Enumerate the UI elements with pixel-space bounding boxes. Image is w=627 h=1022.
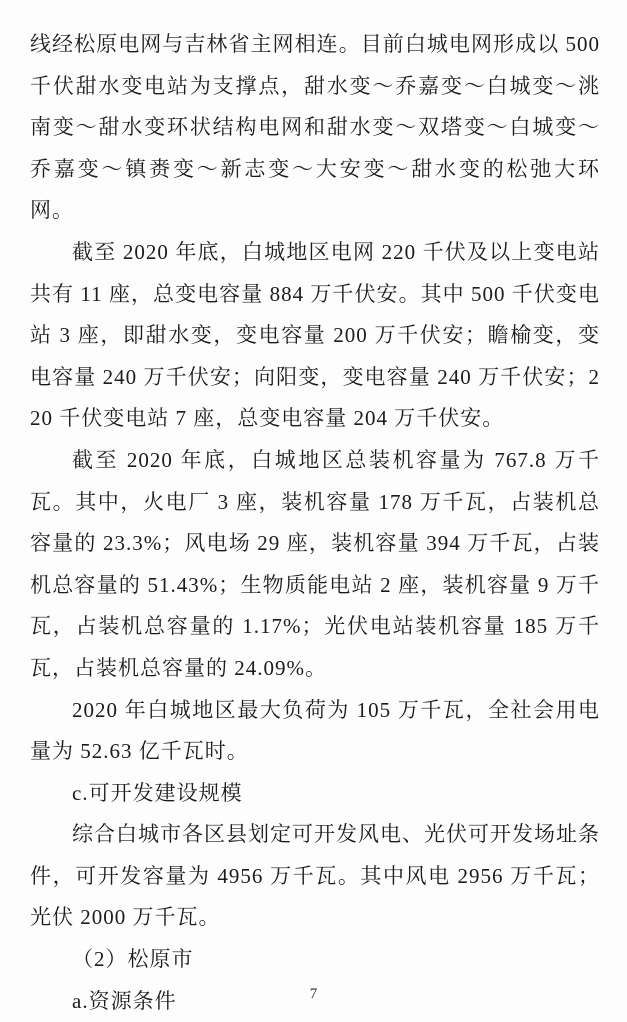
heading-developable-construction-scale: c.可开发建设规模 [72, 780, 243, 805]
heading-songyuan-city: （2）松原市 [72, 947, 194, 972]
paragraph-substation-capacity-2020: 截至 2020 年底，白城地区电网 220 千伏及以上变电站共有 11 座，总变电容量 884 万千伏安。其中 500 千伏变电站 3 座，即甜水变，变电容量 200 万千伏安；瞻榆变，变电容量 240 万千伏安；向阳变，变电容量 240 万千伏安；220 千伏变电站 7 座，总变电容量 204 万千伏安。 [30, 239, 600, 431]
paragraph-installed-capacity-2020: 截至 2020 年底，白城地区总装机容量为 767.8 万千瓦。其中，火电厂 3 座，装机容量 178 万千瓦，占装机总容量的 23.3%；风电场 29 座，装机容量 394 万千瓦，占装机总容量的 51.43%；生物质能电站 2 座，装机容量 9 万千瓦，占装机总容量的 1.17%；光伏电站装机容量 185 万千瓦，占装机总容量的 24.09%。 [30, 447, 600, 680]
paragraph-max-load-2020: 2020 年白城地区最大负荷为 105 万千瓦，全社会用电量为 52.63 亿千瓦时。 [30, 697, 600, 764]
page-number: 7 [309, 986, 318, 1002]
heading-resource-conditions: a.资源条件 [72, 988, 177, 1013]
paragraph-developable-capacity: 综合白城市各区县划定可开发风电、光伏可开发场址条件，可开发容量为 4956 万千瓦。其中风电 2956 万千瓦；光伏 2000 万千瓦。 [30, 822, 600, 930]
text-block [30, 24, 600, 1022]
paragraph-grid-ring-network: 线经松原电网与吉林省主网相连。目前白城电网形成以 500 千伏甜水变电站为支撑点，甜水变～乔嘉变～白城变～洮南变～甜水变环状结构电网和甜水变～双塔变～白城变～乔嘉变～镇赉变～新志变～大安变～甜水变的松弛大环网。 [30, 32, 600, 223]
